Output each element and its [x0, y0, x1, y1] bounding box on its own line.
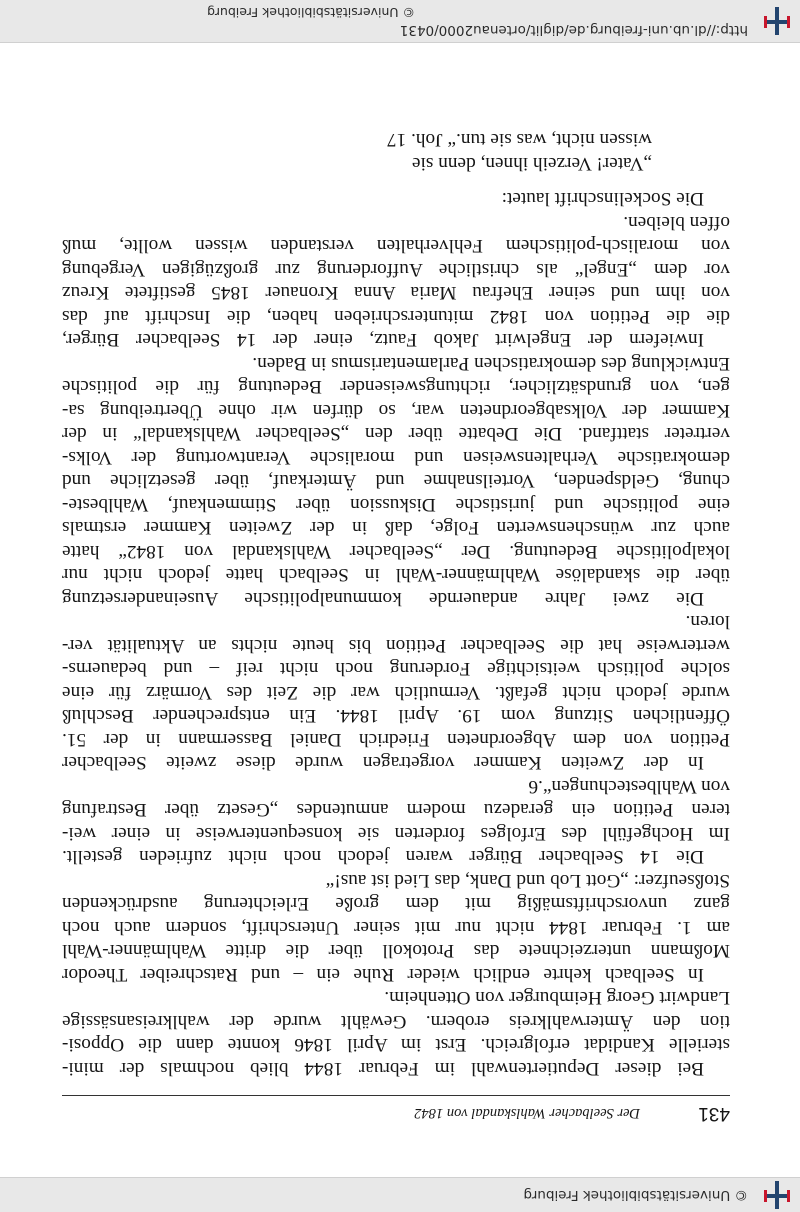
quote-line: wissen nicht, was sie tun.“ Joh. 17	[386, 129, 652, 151]
text-line: Kammer der Volksabgeordneten war, so dürfen wir ohne Übertreibung sa-	[62, 400, 730, 421]
viewer-credit: © Universitätsbibliothek Freiburg	[207, 5, 415, 20]
text-line: Inwiefern der Engelwirt Jakob Fautz, einer der 14 Seelbacher Bürger,	[62, 329, 704, 351]
text-line: Öffentlichen Sitzung vom 19. April 1844. Ein entsprechender Beschluß	[62, 705, 730, 727]
paragraph	[62, 352, 730, 611]
text-line: solche politisch weitsichtige Forderung noch nicht reif – und bedauerns-	[62, 658, 730, 680]
viewer-footer-bar	[0, 0, 800, 43]
page-body	[62, 128, 730, 1080]
paragraph	[62, 986, 730, 1080]
text-line: vertreter stattfand. Die Debatte über den „Seelbacher Wahlskandal“ in der	[62, 423, 730, 445]
text-line: offen bleiben.	[623, 212, 730, 233]
text-line: gen, von grundsätzlicher, richtungsweisender Bedeutung für die politische	[62, 376, 730, 398]
text-line: lokalpolitische Bedeutung. Der „Seelbacher Wahlskandal von 1842“ hatte	[62, 541, 730, 562]
text-line: über die skandalöse Wahlmänner-Wahl in Seelbach hatte jedoch nicht nur	[62, 564, 730, 586]
text-line: auch zur wünschenswerten Folge, daß in der Zweiten Kammer erstmals	[62, 517, 730, 539]
paragraph	[62, 869, 730, 987]
page-number: 431	[698, 1103, 730, 1124]
paragraph	[62, 211, 730, 352]
page-header	[62, 1095, 730, 1124]
text-line: chung, Geldspenden, Vorteilsnahme und Ämterkauf, über gesetzliche und	[62, 470, 730, 492]
text-line: ganz unvorschriftsmäßig mit dem große Erleichterung ausdrückenden	[62, 893, 730, 915]
text-line: am 1. Februar 1844 nicht nur mit seiner Unterschrift, sondern auch noch	[62, 917, 730, 938]
running-title: Der Seelbacher Wahlskandal von 1842	[414, 1105, 640, 1121]
text-line: Landwirt Georg Heimburger von Ottenheim.	[384, 987, 730, 1009]
text-line: von ihm und seiner Ehefrau Maria Anna Kronauer 1845 gestiftete Kreuz	[62, 282, 730, 304]
text-line: loren.	[685, 611, 730, 633]
text-line: sterielle Kandidat erfolgreich. Erst im April 1846 konnte dann die Opposi-	[62, 1034, 730, 1056]
text-line: Stoßseufzer: „Gott Lob und Dank, das Lied ist aus!“	[325, 870, 730, 891]
text-line: von moralisch-politischem Fehlverhalten verstanden wissen wollte, muß	[62, 235, 730, 257]
text-line: Entwicklung des demokratischen Parlamentarismus in Baden.	[252, 353, 730, 374]
text-line: Die Sockelinschrift lautet:	[501, 188, 704, 210]
viewer-credit-top: © Universitätsbibliothek Freiburg	[523, 1187, 748, 1203]
text-line: Petition von dem Abgeordneten Friedrich Daniel Bassermann in der 51.	[62, 729, 730, 750]
text-line: In der Zweiten Kammer vorgetragen wurde diese zweite Seelbacher	[62, 752, 704, 774]
text-line: teren Petition ein geradezu modern anmutendes „Gesetz über Bestrafung	[62, 799, 730, 821]
text-line: wurde jedoch nicht gefaßt. Vermutlich war die Zeit des Vormärz für eine	[62, 682, 730, 703]
page-url-link[interactable]: http://dl.ub.uni-freiburg.de/diglit/ortenau2000/0431	[399, 22, 748, 38]
text-line: werterweise hat die Seelbacher Petition bis heute nichts an Aktualität ver-	[62, 635, 730, 656]
university-logo-icon	[760, 7, 794, 35]
text-line: In Seelbach kehrte endlich wieder Ruhe ein – und Ratschreiber Theodor	[62, 964, 704, 985]
text-line: vor dem „Engel“ als christliche Aufforderung zur großzügigen Vergebung	[62, 259, 730, 280]
paragraph	[62, 610, 730, 775]
quote-line: „Vater! Verzeih ihnen, denn sie	[411, 153, 652, 174]
text-line: die die Petition von 1842 mitunterschrieben haben, die Inschrift auf das	[62, 306, 730, 327]
inscription-quote	[62, 128, 730, 175]
text-line: Moßmann unterzeichnete das Protokoll über die dritte Wahlmänner-Wahl	[62, 940, 730, 962]
university-logo-icon	[760, 1181, 794, 1209]
paragraph	[62, 187, 730, 211]
text-line: Bei dieser Deputiertenwahl im Februar 1844 blieb nochmals der mini-	[62, 1058, 704, 1079]
text-line: tion den Ämterwahlkreis erobern. Gewählt wurde der wahlkreisansässige	[62, 1011, 730, 1032]
text-line: Die zwei Jahre andauernde kommunalpolitische Auseinandersetzung	[62, 588, 704, 609]
viewer-header-bar	[0, 1177, 800, 1212]
text-line: eine politische und juristische Diskussion über Stimmenkauf, Wahlbeste-	[62, 494, 730, 515]
text-line: von Wahlbestechungen“.6	[528, 776, 730, 797]
text-line: demokratische Verhaltensweisen und moralische Verantwortung der Volks-	[62, 447, 730, 468]
text-line: Im Hochgefühl des Erfolges forderten sie konsequenterweise in einer wei-	[62, 823, 730, 844]
text-line: Die 14 Seelbacher Bürger waren jedoch noch nicht zufrieden gestellt.	[62, 846, 704, 868]
paragraph	[62, 775, 730, 869]
